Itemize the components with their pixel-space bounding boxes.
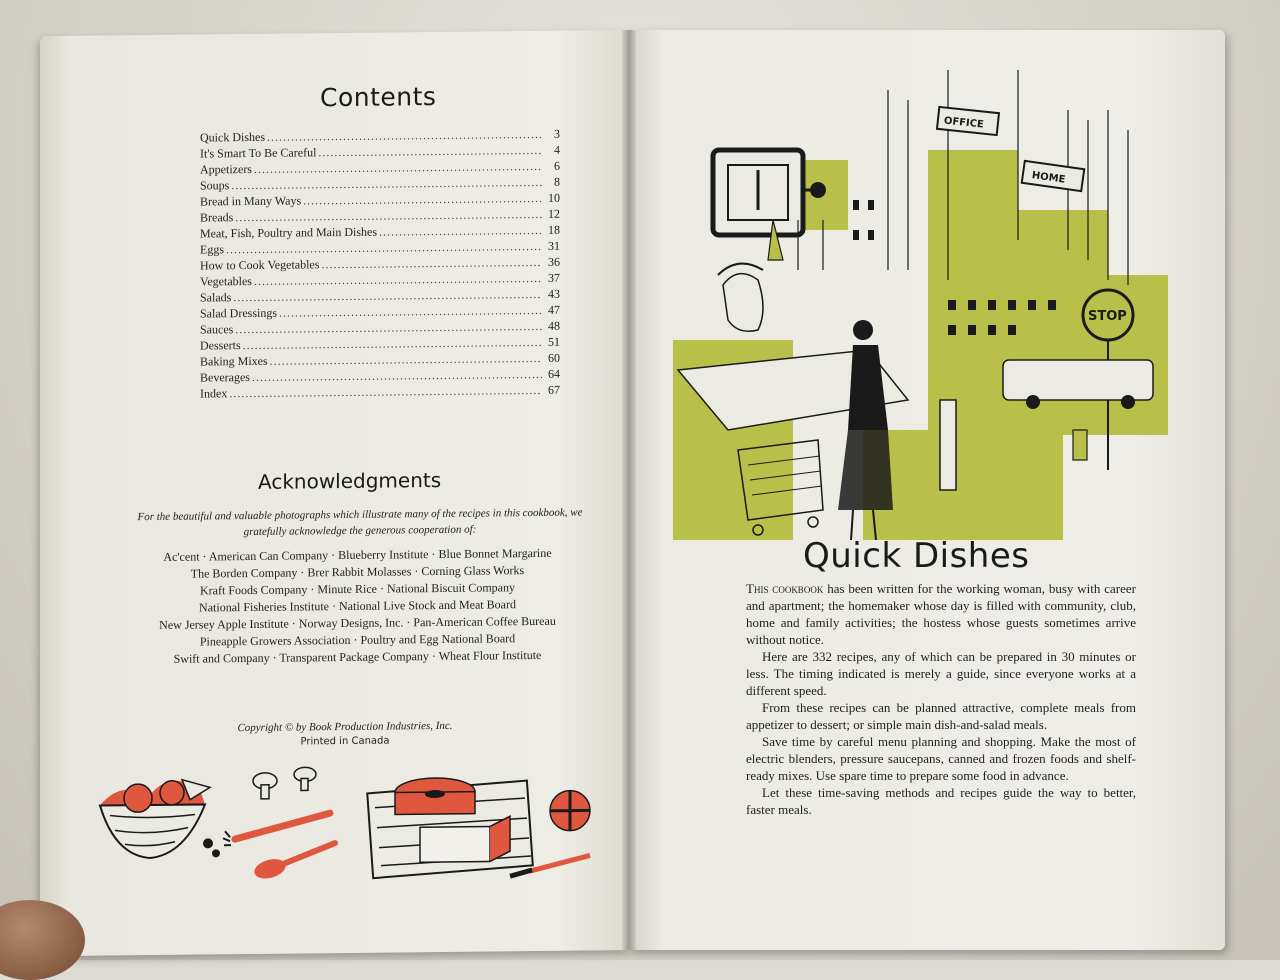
toc-label: Vegetables	[200, 273, 252, 289]
toc-page-number: 18	[548, 222, 560, 237]
toc-label: Meat, Fish, Poultry and Main Dishes	[200, 224, 377, 241]
toc-label: Salad Dressings	[200, 305, 277, 321]
toc-page-number: 67	[548, 382, 560, 397]
printed-in-line: Printed in Canada	[300, 735, 390, 748]
acknowledgment-line: New Jersey Apple Institute · Norway Designs, Inc. · Pan-American Coffee Bureau	[159, 613, 556, 632]
toc-leader-dots	[235, 319, 542, 337]
book-spine-gutter	[622, 30, 636, 950]
toc-leader-dots	[229, 383, 542, 401]
toc-page-number: 8	[554, 174, 560, 189]
quick-dishes-heading: Quick Dishes	[803, 536, 1030, 576]
acknowledgment-line: The Borden Company · Brer Rabbit Molasses · Corning Glass Works	[190, 563, 525, 581]
toc-page-number: 60	[548, 350, 560, 365]
table-of-contents	[200, 127, 560, 403]
paragraph-3: From these recipes can be planned attractive, complete meals from appetizer to dessert; or simple main dish-and-salad meals.	[746, 700, 1136, 732]
paragraph-1	[746, 580, 1136, 648]
kitchen-utensils-illustration	[90, 755, 600, 895]
acknowledgment-line: Swift and Company · Transparent Package Company · Wheat Flour Institute	[173, 647, 542, 666]
toc-page-number: 51	[548, 334, 560, 349]
toc-leader-dots	[279, 303, 542, 321]
toc-leader-dots	[254, 271, 542, 289]
copyright-block	[185, 719, 505, 748]
toc-page-number: 10	[548, 190, 560, 205]
paragraph-4: Save time by careful menu planning and shopping. Make the most of electric blenders, pressure saucepans, canned and frozen foods and shelf-ready mixes. Use spare time to prepare some food in advance.	[746, 734, 1136, 783]
toc-label: Baking Mixes	[200, 353, 268, 369]
toc-page-number: 48	[548, 318, 560, 333]
toc-label: Salads	[200, 290, 232, 305]
acknowledgments-heading: Acknowledgments	[258, 467, 442, 494]
paragraph-1-text: has been written for the working woman, busy with career and apartment; the homemaker whose day is filled with community, club, home and family activities; the hostess whose guests sometimes arrive without notice.	[746, 581, 1136, 647]
toc-label: Quick Dishes	[200, 129, 265, 145]
toc-page-number: 4	[554, 142, 560, 157]
acknowledgments-intro: For the beautiful and valuable photographs which illustrate many of the recipes in this cookbook, we gratefully acknowledge the generous cooperation of:	[137, 506, 583, 539]
toc-leader-dots	[267, 127, 542, 145]
toc-page-number: 12	[548, 206, 560, 221]
toc-label: Sauces	[200, 322, 234, 337]
toc-page-number: 47	[548, 302, 560, 317]
acknowledgment-line: Ac'cent · American Can Company · Blueberry Institute · Blue Bonnet Margarine	[163, 545, 552, 564]
toc-label: Beverages	[200, 369, 250, 385]
toc-page-number: 3	[554, 126, 560, 141]
toc-page-number: 64	[548, 366, 560, 381]
toc-leader-dots	[254, 159, 542, 177]
acknowledgment-line: National Fisheries Institute · National Live Stock and Meat Board	[199, 597, 516, 615]
toc-page-number: 43	[548, 286, 560, 301]
toc-page-number: 37	[548, 270, 560, 285]
left-page	[40, 30, 630, 956]
open-booklet	[40, 30, 1225, 950]
copyright-line: Copyright © by Book Production Industries, Inc.	[237, 719, 453, 735]
fork-and-spoon-icon	[223, 767, 335, 882]
fruit-bowl-icon	[100, 779, 220, 858]
lead-words: This cookbook	[746, 581, 824, 596]
toc-leader-dots	[243, 335, 542, 353]
toc-label: Eggs	[200, 242, 224, 257]
cutting-board-icon	[367, 777, 533, 878]
office-sign: OFFICE	[943, 115, 985, 131]
toc-leader-dots	[318, 143, 542, 160]
toc-label: Index	[200, 386, 228, 401]
city-kitchen-illustration	[648, 70, 1188, 540]
toc-leader-dots	[252, 367, 542, 385]
toc-leader-dots	[270, 351, 542, 369]
toc-page-number: 6	[554, 158, 560, 173]
acknowledgments-list	[125, 544, 590, 668]
toc-label: How to Cook Vegetables	[200, 257, 320, 273]
paragraph-5: Let these time-saving methods and recipes guide the way to better, faster meals.	[746, 785, 1136, 817]
toc-label: Appetizers	[200, 161, 252, 177]
toc-label: Breads	[200, 210, 234, 225]
toc-leader-dots	[379, 223, 542, 240]
toc-leader-dots	[321, 255, 542, 272]
toc-label: Soups	[200, 178, 230, 193]
toc-leader-dots	[303, 191, 542, 209]
acknowledgment-line: Kraft Foods Company · Minute Rice · National Biscuit Company	[200, 580, 515, 598]
toc-label: Bread in Many Ways	[200, 193, 302, 209]
stop-sign: STOP	[1088, 309, 1127, 324]
acknowledgment-line: Pineapple Growers Association · Poultry and Egg National Board	[199, 631, 516, 649]
toc-page-number: 36	[548, 254, 560, 269]
paragraph-2: Here are 332 recipes, any of which can be prepared in 30 minutes or less. The timing indicated is merely a guide, since everyone works at a different speed.	[746, 649, 1136, 698]
right-page	[628, 30, 1225, 950]
toc-leader-dots	[235, 207, 542, 225]
toc-label: Desserts	[200, 338, 241, 353]
toc-page-number: 31	[548, 238, 560, 253]
home-sign: HOME	[1031, 170, 1066, 186]
toc-label: It's Smart To Be Careful	[200, 145, 317, 161]
intro-body-text	[746, 580, 1136, 818]
toc-row	[200, 383, 560, 403]
contents-heading: Contents	[320, 82, 437, 113]
